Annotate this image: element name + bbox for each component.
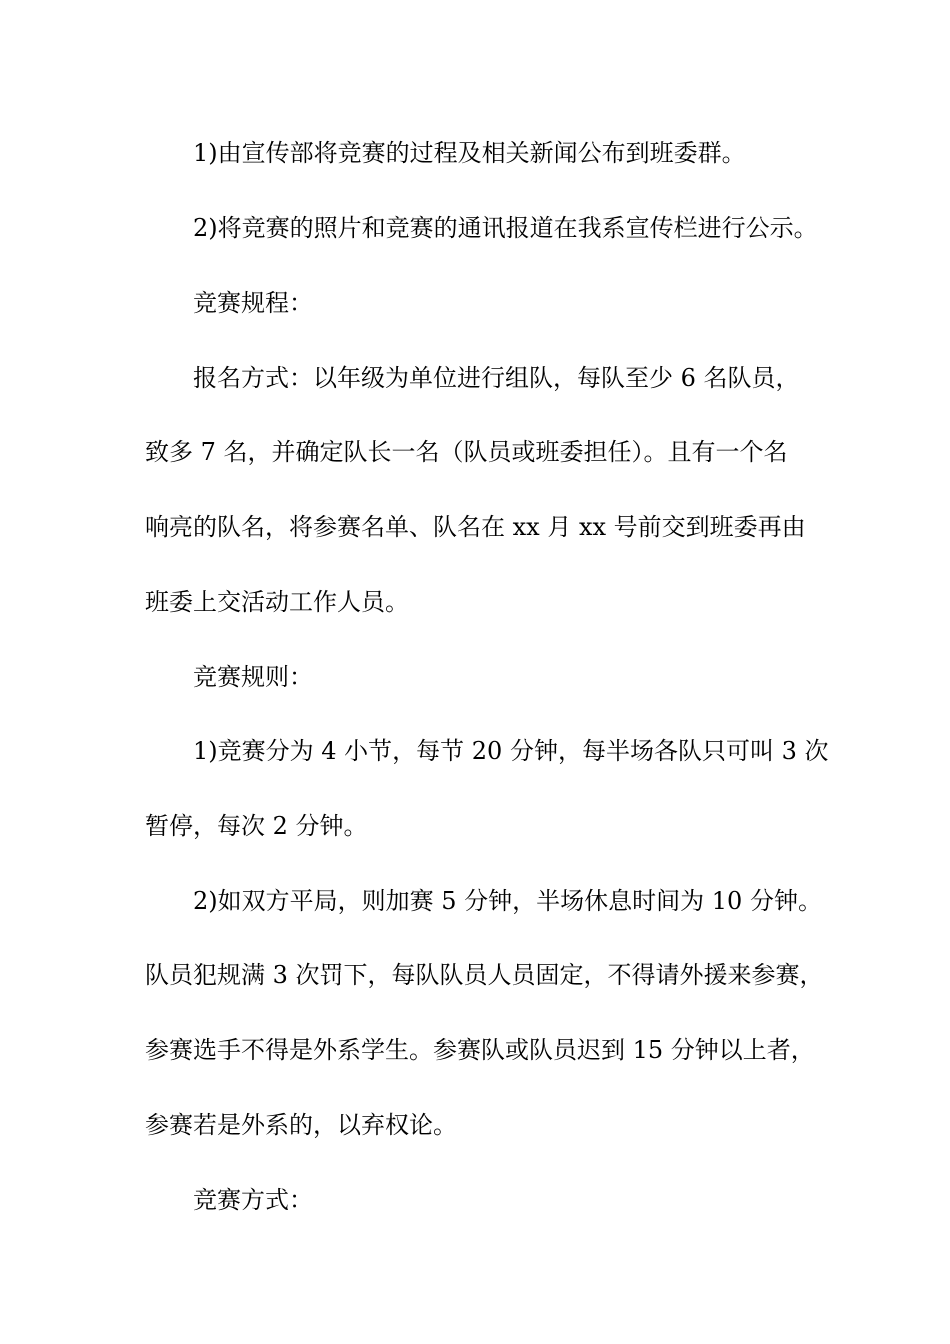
paragraph-rule-2-line-1: 2)如双方平局，则加赛 5 分钟，半场休息时间为 10 分钟。 — [193, 887, 822, 915]
paragraph-registration-line-2: 致多 7 名，并确定队长一名（队员或班委担任）。且有一个名 — [145, 438, 788, 466]
paragraph-publicity-1: 1)由宣传部将竞赛的过程及相关新闻公布到班委群。 — [193, 139, 746, 167]
paragraph-registration-line-1: 报名方式：以年级为单位进行组队，每队至少 6 名队员， — [193, 364, 800, 392]
heading-competition-procedure: 竞赛规程： — [193, 289, 313, 317]
paragraph-rule-2-line-4: 参赛若是外系的，以弃权论。 — [145, 1111, 457, 1139]
paragraph-registration-line-4: 班委上交活动工作人员。 — [145, 588, 409, 616]
paragraph-rule-2-line-2: 队员犯规满 3 次罚下，每队队员人员固定，不得请外援来参赛， — [145, 961, 824, 989]
heading-competition-rules: 竞赛规则： — [193, 663, 313, 691]
heading-competition-format: 竞赛方式： — [193, 1186, 313, 1214]
paragraph-rule-2-line-3: 参赛选手不得是外系学生。参赛队或队员迟到 15 分钟以上者， — [145, 1036, 815, 1064]
paragraph-rule-1-line-2: 暂停，每次 2 分钟。 — [145, 812, 368, 840]
paragraph-registration-line-3: 响亮的队名，将参赛名单、队名在 xx 月 xx 号前交到班委再由 — [145, 513, 806, 541]
paragraph-rule-1-line-1: 1)竞赛分为 4 小节，每节 20 分钟，每半场各队只可叫 3 次 — [193, 737, 829, 765]
paragraph-publicity-2: 2)将竞赛的照片和竞赛的通讯报道在我系宣传栏进行公示。 — [193, 214, 818, 242]
